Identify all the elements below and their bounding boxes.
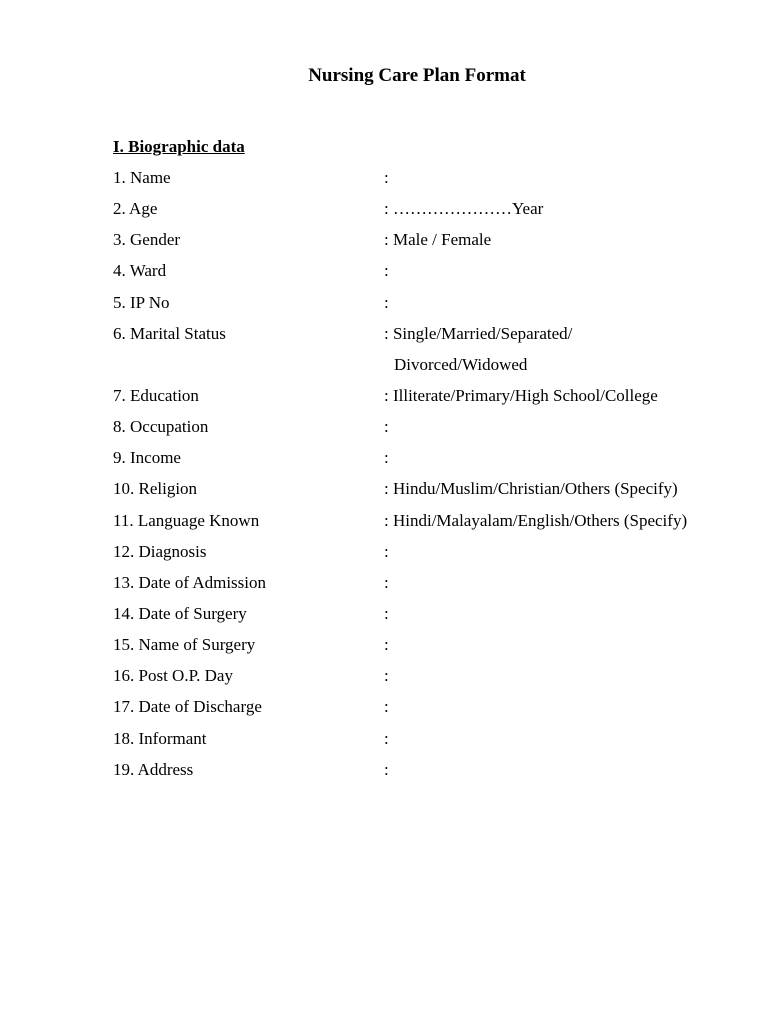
field-label: 1. Name [113,168,171,187]
field-value: : Male / Female [384,230,492,250]
field-value: : Hindi/Malayalam/English/Others (Specify) [384,510,688,530]
field-value: : [384,261,389,281]
field-value: : [384,417,389,437]
field-row-religion [113,477,733,508]
field-row-gender [113,228,733,259]
field-value: : [384,541,389,561]
field-label: 6. Marital Status [113,323,226,343]
field-row-age [113,197,733,228]
field-value: : [384,635,389,655]
field-label: 18. Informant [113,728,207,748]
field-row-occupation [113,415,733,446]
field-row-ip-no [113,291,733,322]
page-title: Nursing Care Plan Format [308,65,526,86]
field-row-ward [113,259,733,290]
field-row-informant [113,727,733,758]
field-row-diagnosis [113,540,733,571]
field-label: 3. Gender [113,230,181,250]
field-row-date-of-surgery [113,602,733,633]
field-label: 16. Post O.P. Day [113,666,233,686]
field-value: : Illiterate/Primary/High School/College [384,385,658,405]
field-row-name [113,166,733,197]
field-value: : Single/Married/Separated/ [384,323,573,343]
field-label: 2. Age [113,199,158,219]
field-row-address [113,758,733,789]
field-label: 9. Income [113,448,181,468]
field-value: Divorced/Widowed [394,354,528,374]
field-row-date-of-admission [113,571,733,602]
field-row-income [113,446,733,477]
field-value: : [384,572,389,592]
section-heading: I. Biographic data [113,137,245,156]
field-label: 4. Ward [113,261,167,281]
field-label: 17. Date of Discharge [113,697,262,717]
field-label: 14. Date of Surgery [113,603,247,623]
field-value: : [384,759,389,779]
field-row-marital-status [113,322,733,353]
biographic-field-list [113,166,733,789]
field-label: 8. Occupation [113,417,209,437]
field-row-date-of-discharge [113,695,733,726]
field-value: : [384,697,389,717]
field-value: : [384,168,389,187]
field-value: : …………………Year [384,199,544,219]
field-row-education [113,384,733,415]
field-label: 11. Language Known [113,510,260,530]
field-label: 7. Education [113,385,199,405]
field-row-post-op-day [113,664,733,695]
field-value: : Hindu/Muslim/Christian/Others (Specify) [384,479,678,499]
field-row-marital-status-continued [113,353,733,384]
field-label: 12. Diagnosis [113,541,207,561]
field-label: 15. Name of Surgery [113,635,256,655]
field-value: : [384,728,389,748]
field-label: 19. Address [113,759,194,779]
field-value: : [384,292,389,312]
field-row-name-of-surgery [113,633,733,664]
field-value: : [384,603,389,623]
field-label: 13. Date of Admission [113,572,266,592]
field-value: : [384,448,389,468]
field-label: 10. Religion [113,479,198,499]
field-value: : [384,666,389,686]
field-row-language-known [113,509,733,540]
field-label: 5. IP No [113,292,170,312]
